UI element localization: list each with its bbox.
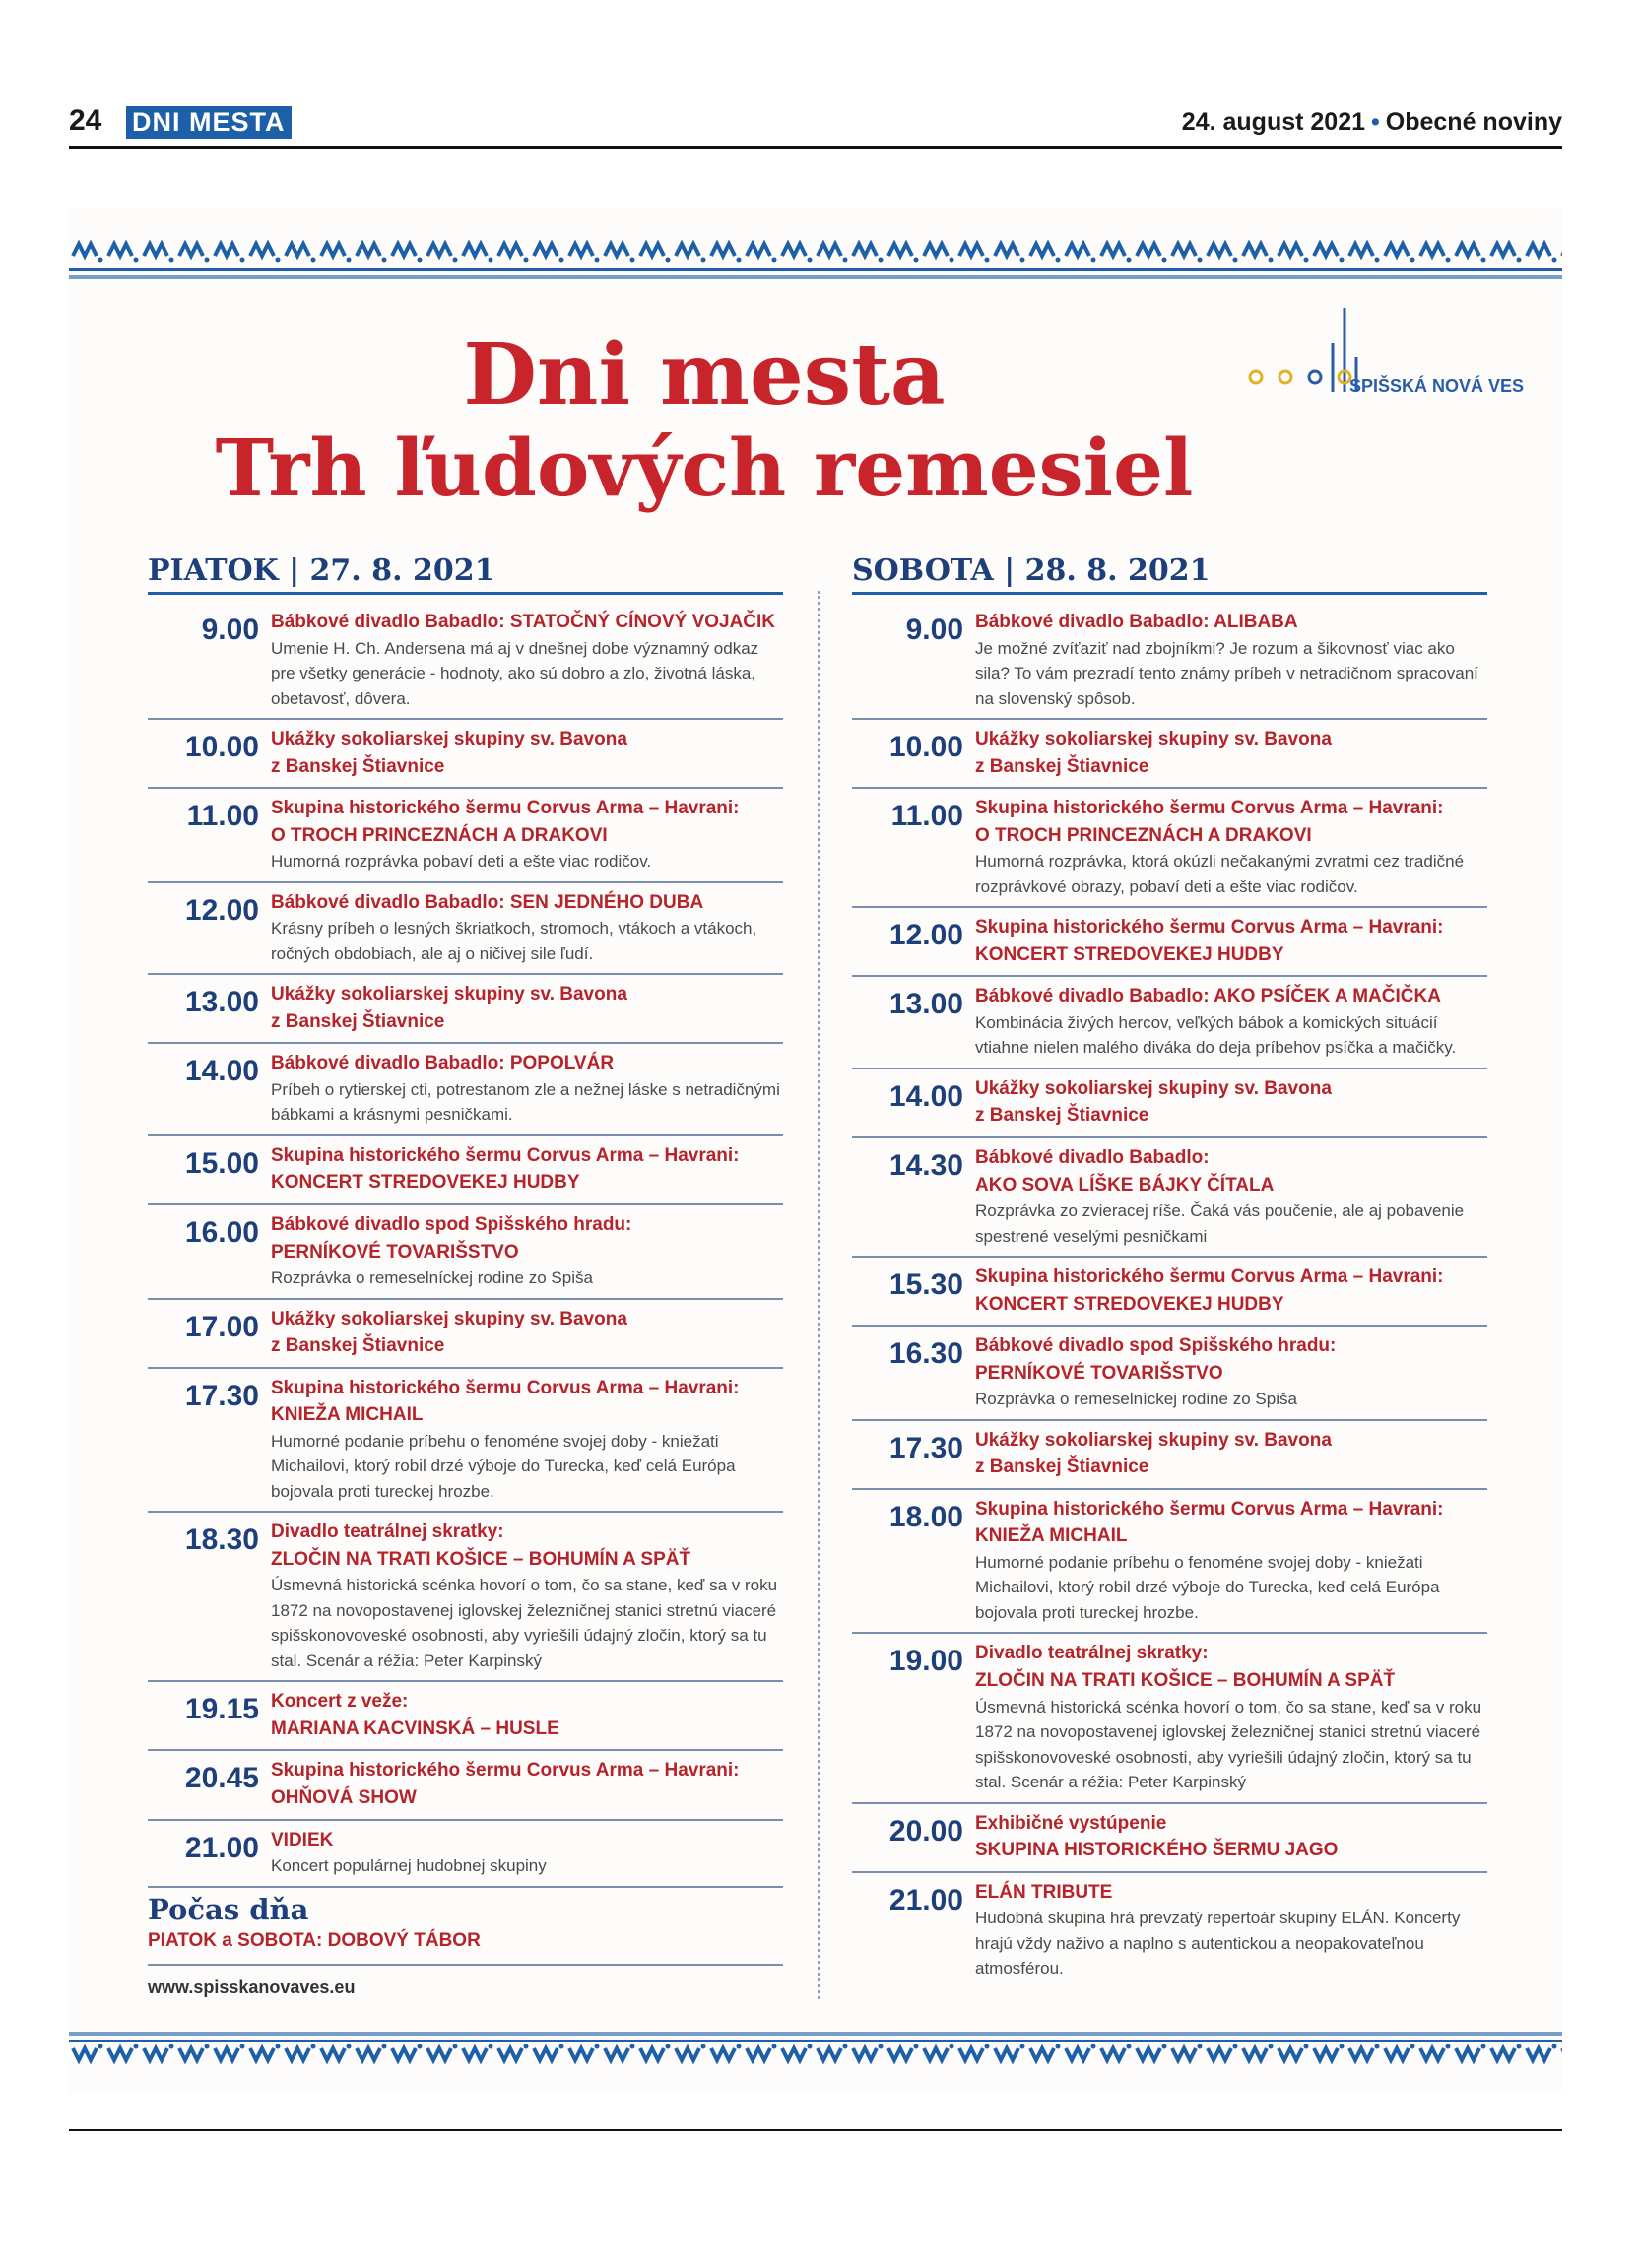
issue-date: 24. august 2021 xyxy=(1181,108,1366,136)
event-title: Skupina historického šermu Corvus Arma – Havrani: xyxy=(975,1498,1444,1520)
page-number: 24 xyxy=(69,104,102,137)
event-subtitle: KONCERT STREDOVEKEJ HUDBY xyxy=(975,943,1284,965)
event-title: Skupina historického šermu Corvus Arma – Havrani: xyxy=(975,798,1444,819)
event-title: Ukážky sokoliarskej skupiny sv. Bavona xyxy=(975,1429,1332,1451)
event-title: Bábkové divadlo Babadlo: xyxy=(975,1146,1210,1168)
event-time: 9.00 xyxy=(201,614,259,646)
event-row xyxy=(148,1205,783,1300)
event-title: Ukážky sokoliarskej skupiny sv. Bavona xyxy=(271,1308,627,1329)
event-row xyxy=(852,1873,1487,1988)
event-row xyxy=(852,1258,1487,1327)
event-time: 12.00 xyxy=(184,893,259,927)
event-subtitle: z Banskej Štiavnice xyxy=(975,1457,1149,1478)
event-subtitle: ZLOČIN NA TRATI KOŠICE – BOHUMÍN A SPÄŤ xyxy=(975,1669,1396,1691)
column-divider xyxy=(818,591,820,1999)
event-time: 19.00 xyxy=(888,1645,963,1678)
event-title: VIDIEK xyxy=(271,1829,334,1850)
event-description: Humorná rozprávka pobaví deti a ešte viac rodičov. xyxy=(271,852,652,872)
issue-info xyxy=(1182,108,1562,137)
event-row xyxy=(852,1490,1487,1635)
event-time: 11.00 xyxy=(890,800,963,833)
event-time: 10.00 xyxy=(184,731,259,764)
event-time: 17.30 xyxy=(888,1431,963,1464)
event-subtitle: KNIEŽA MICHAIL xyxy=(975,1525,1128,1547)
event-subtitle: z Banskej Štiavnice xyxy=(975,1105,1149,1127)
event-row xyxy=(148,1136,783,1205)
event-subtitle: OHŇOVÁ SHOW xyxy=(271,1787,417,1809)
event-row xyxy=(148,1751,783,1820)
event-title: Bábkové divadlo Babadlo: ALIBABA xyxy=(975,612,1298,632)
page-header xyxy=(69,102,1562,149)
event-title: Bábkové divadlo Babadlo: AKO PSÍČEK A MAČIČKA xyxy=(975,986,1441,1007)
poster-title-line1: Dni mesta xyxy=(463,325,946,424)
event-description: Humorné podanie príbehu o fenoméne svojej doby - kniežati Michailovi, ktorý robil drzé výboje do Turecka, keď celá Európa bojovala proti tureckej hrozbe. xyxy=(975,1552,1440,1622)
event-row xyxy=(852,1634,1487,1803)
event-row xyxy=(148,975,783,1044)
event-subtitle: z Banskej Štiavnice xyxy=(271,1010,445,1032)
event-row xyxy=(148,1513,783,1682)
saturday-heading: SOBOTA | 28. 8. 2021 xyxy=(852,553,1487,595)
event-title: Bábkové divadlo spod Spišského hradu: xyxy=(271,1214,632,1236)
event-description: Umenie H. Ch. Andersena má aj v dnešnej dobe významný odkaz pre všetky generácie - hodnoty, ako sú dobro a zlo, životná láska, obetavosť, dôvera. xyxy=(271,638,759,708)
event-title: Bábkové divadlo Babadlo: STATOČNÝ CÍNOVÝ VOJAČIK xyxy=(271,612,776,632)
allday-line: PIATOK a SOBOTA: DOBOVÝ TÁBOR xyxy=(148,1930,783,1966)
saturday-schedule xyxy=(852,553,1487,1988)
event-title: Ukážky sokoliarskej skupiny sv. Bavona xyxy=(975,1077,1332,1099)
event-row xyxy=(852,789,1487,908)
event-time: 15.00 xyxy=(184,1146,259,1180)
event-time: 14.30 xyxy=(888,1148,963,1182)
event-title: Ukážky sokoliarskej skupiny sv. Bavona xyxy=(271,729,627,750)
event-subtitle: SKUPINA HISTORICKÉHO ŠERMU JAGO xyxy=(975,1840,1339,1861)
event-description: Úsmevná historická scénka hovorí o tom, čo sa stane, keď sa v roku 1872 na novopostavenej iglovskej železničnej stanici stretnú viaceré spišskonovoveské osobnosti, aby vyriešili údajný zločin, ktorý sa tu stal. Scenár a réžia: Peter Karpinský xyxy=(271,1576,778,1670)
separator-bullet: • xyxy=(1371,108,1380,136)
event-row xyxy=(148,1044,783,1136)
event-time: 12.00 xyxy=(888,919,963,952)
event-subtitle: z Banskej Štiavnice xyxy=(975,755,1149,777)
event-subtitle: AKO SOVA LÍŠKE BÁJKY ČÍTALA xyxy=(975,1174,1275,1196)
website-link[interactable]: www.spisskanovaves.eu xyxy=(148,1977,356,1997)
event-row xyxy=(852,603,1487,720)
event-time: 18.00 xyxy=(888,1500,963,1533)
event-description: Krásny príbeh o lesných škriatkoch, stromoch, vtákoch a vtákoch, ročných obdobiach, ale aj o ničivej sile ľudí. xyxy=(271,919,757,963)
event-title: Ukážky sokoliarskej skupiny sv. Bavona xyxy=(271,984,627,1005)
event-title: Ukážky sokoliarskej skupiny sv. Bavona xyxy=(975,729,1332,750)
event-time: 14.00 xyxy=(888,1079,963,1113)
event-description: Rozprávka o remeselníckej rodine zo Spiša xyxy=(975,1390,1297,1409)
event-subtitle: O TROCH PRINCEZNÁCH A DRAKOVI xyxy=(975,824,1312,846)
event-description: Humorná rozprávka, ktorá okúzli nečakanými zvratmi cez tradičné rozprávkové obrazy, pobaví deti a ešte viac rodičov. xyxy=(975,852,1465,896)
event-time: 14.00 xyxy=(184,1055,259,1088)
event-title: ELÁN TRIBUTE xyxy=(975,1881,1113,1903)
event-row xyxy=(852,1138,1487,1258)
event-time: 20.45 xyxy=(184,1762,259,1795)
publication-name: Obecné noviny xyxy=(1385,108,1562,136)
event-time: 19.15 xyxy=(184,1693,259,1726)
event-time: 11.00 xyxy=(186,800,259,833)
event-subtitle: KNIEŽA MICHAIL xyxy=(271,1404,424,1426)
event-description: Úsmevná historická scénka hovorí o tom, čo sa stane, keď sa v roku 1872 na novopostavenej iglovskej železničnej stanici stretnú viaceré spišskonovoveské osobnosti, aby vyriešili údajný zločin, ktorý sa tu stal. Scenár a réžia: Peter Karpinský xyxy=(975,1697,1482,1792)
event-subtitle: PERNÍKOVÉ TOVARIŠSTVO xyxy=(975,1362,1223,1384)
event-subtitle: O TROCH PRINCEZNÁCH A DRAKOVI xyxy=(271,824,608,846)
event-time: 16.00 xyxy=(184,1216,259,1250)
folk-ornament-top xyxy=(69,227,1562,284)
event-subtitle: z Banskej Štiavnice xyxy=(271,1335,445,1357)
event-row xyxy=(852,1327,1487,1421)
event-row xyxy=(148,720,783,789)
event-subtitle: MARIANA KACVINSKÁ – HUSLE xyxy=(271,1717,559,1739)
event-time: 15.30 xyxy=(888,1268,963,1302)
event-row xyxy=(852,1804,1487,1873)
event-time: 9.00 xyxy=(905,614,963,646)
event-description: Je možné zvíťaziť nad zbojníkmi? Je rozum a šikovnosť viac ako sila? To vám prezradí tento známy príbeh v netradičnom spracovaní na slovenský spôsob. xyxy=(975,638,1478,708)
event-time: 13.00 xyxy=(888,988,963,1021)
section-label: DNI MESTA xyxy=(126,106,292,139)
event-row xyxy=(148,789,783,883)
folk-ornament-bottom xyxy=(69,2027,1562,2084)
event-title: Koncert z veže: xyxy=(271,1691,409,1713)
event-title: Skupina historického šermu Corvus Arma – Havrani: xyxy=(975,917,1444,939)
event-row xyxy=(148,883,783,976)
event-subtitle: z Banskej Štiavnice xyxy=(271,755,445,777)
event-row xyxy=(148,1300,783,1369)
city-logo-icon xyxy=(1246,303,1542,421)
event-row xyxy=(852,1421,1487,1490)
friday-heading: PIATOK | 27. 8. 2021 xyxy=(148,553,783,595)
event-time: 13.00 xyxy=(184,986,259,1019)
event-time: 10.00 xyxy=(888,731,963,764)
event-row xyxy=(852,908,1487,977)
event-title: Divadlo teatrálnej skratky: xyxy=(975,1643,1209,1664)
city-logo-text: SPIŠSKÁ NOVÁ VES xyxy=(1349,376,1525,396)
friday-schedule xyxy=(148,553,783,1888)
event-row xyxy=(148,1682,783,1751)
event-title: Bábkové divadlo Babadlo: SEN JEDNÉHO DUBA xyxy=(271,891,704,913)
event-title: Skupina historického šermu Corvus Arma – Havrani: xyxy=(975,1266,1444,1288)
event-title: Divadlo teatrálnej skratky: xyxy=(271,1522,504,1543)
event-poster xyxy=(69,207,1562,2093)
event-time: 21.00 xyxy=(184,1831,259,1864)
event-time: 17.00 xyxy=(184,1310,259,1343)
event-row xyxy=(852,1069,1487,1138)
event-row xyxy=(148,1369,783,1514)
event-time: 21.00 xyxy=(888,1883,963,1916)
allday-title: Počas dňa xyxy=(148,1893,309,1926)
event-subtitle: ZLOČIN NA TRATI KOŠICE – BOHUMÍN A SPÄŤ xyxy=(271,1548,691,1570)
event-description: Kombinácia živých hercov, veľkých bábok a komických situácií vtiahne nielen malého diváka do deja príbehov psíčka a mačičky. xyxy=(975,1012,1457,1058)
event-time: 18.30 xyxy=(184,1523,259,1557)
event-time: 16.30 xyxy=(888,1337,963,1371)
event-title: Skupina historického šermu Corvus Arma – Havrani: xyxy=(271,1377,740,1398)
event-title: Skupina historického šermu Corvus Arma – Havrani: xyxy=(271,1760,740,1782)
event-description: Humorné podanie príbehu o fenoméne svojej doby - kniežati Michailovi, ktorý robil drzé výboje do Turecka, keď celá Európa bojovala proti tureckej hrozbe. xyxy=(271,1431,736,1501)
event-subtitle: KONCERT STREDOVEKEJ HUDBY xyxy=(975,1293,1284,1315)
event-description: Rozprávka zo zvieracej ríše. Čaká vás poučenie, ale aj pobavenie spestrené veselými pesničkami xyxy=(975,1201,1465,1246)
event-row xyxy=(852,720,1487,789)
event-row xyxy=(852,977,1487,1069)
footer-rule xyxy=(69,2129,1562,2131)
event-subtitle: PERNÍKOVÉ TOVARIŠSTVO xyxy=(271,1241,519,1263)
event-title: Exhibičné vystúpenie xyxy=(975,1812,1167,1834)
event-title: Bábkové divadlo Babadlo: POPOLVÁR xyxy=(271,1053,615,1074)
event-time: 17.30 xyxy=(184,1379,259,1412)
event-description: Rozprávka o remeselníckej rodine zo Spiša xyxy=(271,1268,593,1288)
event-title: Bábkové divadlo spod Spišského hradu: xyxy=(975,1335,1337,1357)
event-description: Príbeh o rytierskej cti, potrestanom zle a nežnej láske s netradičnými bábkami a krásnymi pesničkami. xyxy=(271,1079,780,1125)
event-subtitle: KONCERT STREDOVEKEJ HUDBY xyxy=(271,1172,580,1194)
allday-block xyxy=(148,1893,783,1998)
event-title: Skupina historického šermu Corvus Arma – Havrani: xyxy=(271,798,740,819)
event-description: Koncert populárnej hudobnej skupiny xyxy=(271,1856,547,1876)
event-description: Hudobná skupina hrá prevzatý repertoár skupiny ELÁN. Koncerty hrajú vždy naživo a naplno s autentickou a neopakovateľnou atmosférou. xyxy=(975,1909,1461,1978)
poster-title-line2: Trh ľudových remesiel xyxy=(215,421,1194,514)
event-time: 20.00 xyxy=(888,1814,963,1847)
event-row xyxy=(148,1821,783,1888)
event-title: Skupina historického šermu Corvus Arma – Havrani: xyxy=(271,1144,740,1166)
event-row xyxy=(148,603,783,720)
